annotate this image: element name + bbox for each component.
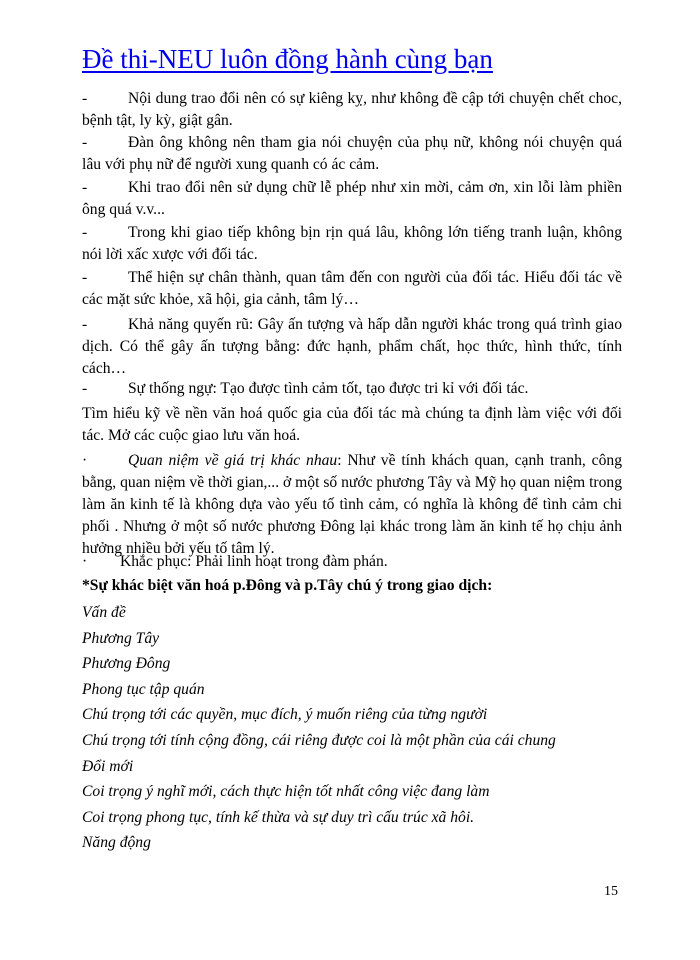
bullet-dash: - bbox=[82, 224, 88, 241]
bullet-dash: - bbox=[82, 269, 88, 286]
bullet-dot: · bbox=[82, 452, 88, 469]
dot-paragraph bbox=[82, 450, 622, 560]
italic-lead: Quan niệm về giá trị khác nhau bbox=[128, 452, 338, 469]
bullet-dash: - bbox=[82, 380, 88, 397]
bullet-dash: - bbox=[82, 179, 88, 196]
bullet-text: Đàn ông không nên tham gia nói chuyện của phụ nữ, không nói chuyện quá lâu với phụ nữ để người xung quanh có ác cảm. bbox=[82, 134, 622, 173]
italic-line: Phong tục tập quán bbox=[82, 681, 205, 698]
italic-line: Chú trọng tới các quyền, mục đích, ý muốn riêng của từng người bbox=[82, 706, 488, 723]
paragraph-rest: : Như về tính khách quan, cạnh tranh, công bằng, quan niệm về thời gian,... ở một số nước phương Tây và Mỹ họ quan niệm trong làm ăn kinh tế là không dựa vào yếu tố tình cảm, có nghĩa là không để tình cảm chi phối . Nhưng ở một số nước phương Đông lại khác trong làm ăn kinh tế họ chịu ảnh hưởng nhiều bởi yếu tố tâm lý. bbox=[82, 452, 622, 557]
bullet-text: Khi trao đổi nên sử dụng chữ lễ phép như xin mời, cảm ơn, xin lỗi làm phiền ông quá v.v... bbox=[82, 179, 622, 218]
bullet-item bbox=[82, 267, 622, 311]
dot-paragraph bbox=[82, 551, 622, 573]
bullet-item bbox=[82, 314, 622, 380]
italic-line: Năng động bbox=[82, 834, 151, 851]
section-heading: *Sự khác biệt văn hoá p.Đông và p.Tây chú ý trong giao dịch: bbox=[82, 577, 493, 594]
bullet-item bbox=[82, 378, 622, 400]
bullet-text: Thể hiện sự chân thành, quan tâm đến con người của đối tác. Hiểu đối tác về các mặt sức khỏe, xã hội, gia cảnh, tâm lý… bbox=[82, 269, 622, 308]
paragraph: Tìm hiểu kỹ về nền văn hoá quốc gia của đối tác mà chúng ta định làm việc với đối tác. Mở các cuộc giao lưu văn hoá. bbox=[82, 405, 622, 444]
italic-line: Coi trọng phong tục, tính kế thừa và sự duy trì cấu trúc xã hôi. bbox=[82, 809, 475, 826]
bullet-text: Nội dung trao đổi nên có sự kiêng kỵ, như không đề cập tới chuyện chết choc, bệnh tật, ly kỳ, giật gân. bbox=[82, 90, 622, 129]
bullet-dot: · bbox=[82, 553, 88, 570]
bullet-dash: - bbox=[82, 90, 88, 107]
italic-line: Vấn đề bbox=[82, 604, 126, 621]
page-number: 15 bbox=[604, 884, 618, 899]
bullet-item bbox=[82, 177, 622, 221]
italic-line: Phương Đông bbox=[82, 655, 171, 672]
bullet-dash: - bbox=[82, 134, 88, 151]
bullet-item bbox=[82, 88, 622, 132]
bullet-item bbox=[82, 132, 622, 176]
paragraph-text: Khắc phục: Phải linh hoạt trong đàm phán. bbox=[120, 553, 388, 570]
bullet-item bbox=[82, 222, 622, 266]
page-header-link[interactable]: Đề thi-NEU luôn đồng hành cùng bạn bbox=[82, 44, 493, 74]
bullet-text: Khả năng quyến rũ: Gây ấn tượng và hấp dẫn người khác trong quá trình giao dịch. Có thể gây ấn tượng bằng: đức hạnh, phẩm chất, học thức, hình thức, tính cách… bbox=[82, 316, 622, 377]
bullet-text: Sự thống ngự: Tạo được tình cảm tốt, tạo được tri kỉ với đối tác. bbox=[128, 380, 529, 397]
italic-line: Coi trọng ý nghĩ mới, cách thực hiện tốt nhất công việc đang làm bbox=[82, 783, 490, 800]
italic-line: Đổi mới bbox=[82, 758, 134, 775]
italic-line: Phương Tây bbox=[82, 630, 160, 647]
bullet-dash: - bbox=[82, 316, 88, 333]
bullet-text: Trong khi giao tiếp không bịn rịn quá lâu, không lớn tiếng tranh luận, không nói lời xấc xược với đối tác. bbox=[82, 224, 622, 263]
italic-line: Chú trọng tới tính cộng đồng, cái riêng được coi là một phần của cái chung bbox=[82, 732, 556, 749]
